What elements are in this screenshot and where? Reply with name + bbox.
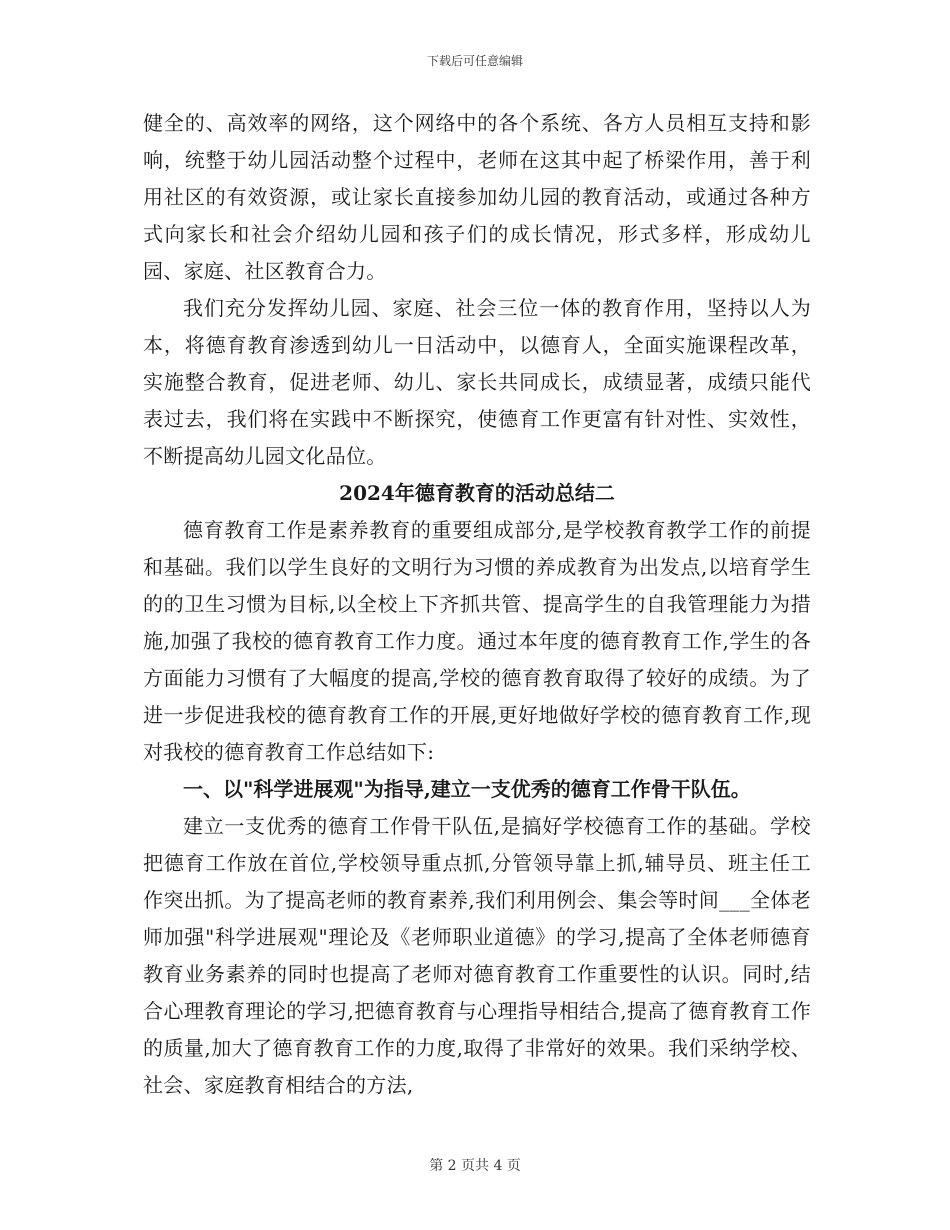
section-heading-1: 一、以"科学进展观"为指导,建立一支优秀的德育工作骨干队伍。	[183, 777, 751, 801]
document-body	[143, 105, 811, 1104]
page-header-note: 下载后可任意编辑	[426, 54, 523, 68]
section-title: 2024年德育教育的活动总结二	[339, 481, 615, 505]
paragraph-continuation: 健全的、高效率的网络，这个网络中的各个系统、各方人员相互支持和影响，统整于幼儿园活动整个过程中，老师在这其中起了桥梁作用，善于利用社区的有效资源，或让家长直接参加幼儿园的教育活动，或通过各种方式向家长和社会介绍幼儿园和孩子们的成长情况，形式多样，形成幼儿园、家庭、社区教育合力。	[143, 111, 811, 283]
page-number: 第 2 页共 4 页	[429, 1158, 521, 1174]
paragraph-summary: 我们充分发挥幼儿园、家庭、社会三位一体的教育作用，坚持以人为本，将德育教育渗透到幼儿一日活动中，以德育人，全面实施课程改革，实施整合教育，促进老师、幼儿、家长共同成长，成绩显著，成绩只能代表过去，我们将在实践中不断探究，使德育工作更富有针对性、实效性，不断提高幼儿园文化品位。	[143, 296, 811, 468]
paragraph-team: 建立一支优秀的德育工作骨干队伍,是搞好学校德育工作的基础。学校把德育工作放在首位,学校领导重点抓,分管领导靠上抓,辅导员、班主任工作突出抓。为了提高老师的教育素养,我们利用例会、集会等时间___全体老师加强"科学进展观"理论及《老师职业道德》的学习,提高了全体老师德育教育业务素养的同时也提高了老师对德育教育工作重要性的认识。同时,结合心理教育理论的学习,把德育教育与心理指导相结合,提高了德育教育工作的质量,加大了德育教育工作的力度,取得了非常好的效果。我们采纳学校、社会、家庭教育相结合的方法,	[143, 814, 811, 1097]
paragraph-intro: 德育教育工作是素养教育的重要组成部分,是学校教育教学工作的前提和基础。我们以学生良好的文明行为习惯的养成教育为出发点,以培育学生的的卫生习惯为目标,以全校上下齐抓共管、提高学生的自我管理能力为措施,加强了我校的德育教育工作力度。通过本年度的德育教育工作,学生的各方面能力习惯有了大幅度的提高,学校的德育教育取得了较好的成绩。为了进一步促进我校的德育教育工作的开展,更好地做好学校的德育教育工作,现对我校的德育教育工作总结如下:	[143, 518, 811, 764]
